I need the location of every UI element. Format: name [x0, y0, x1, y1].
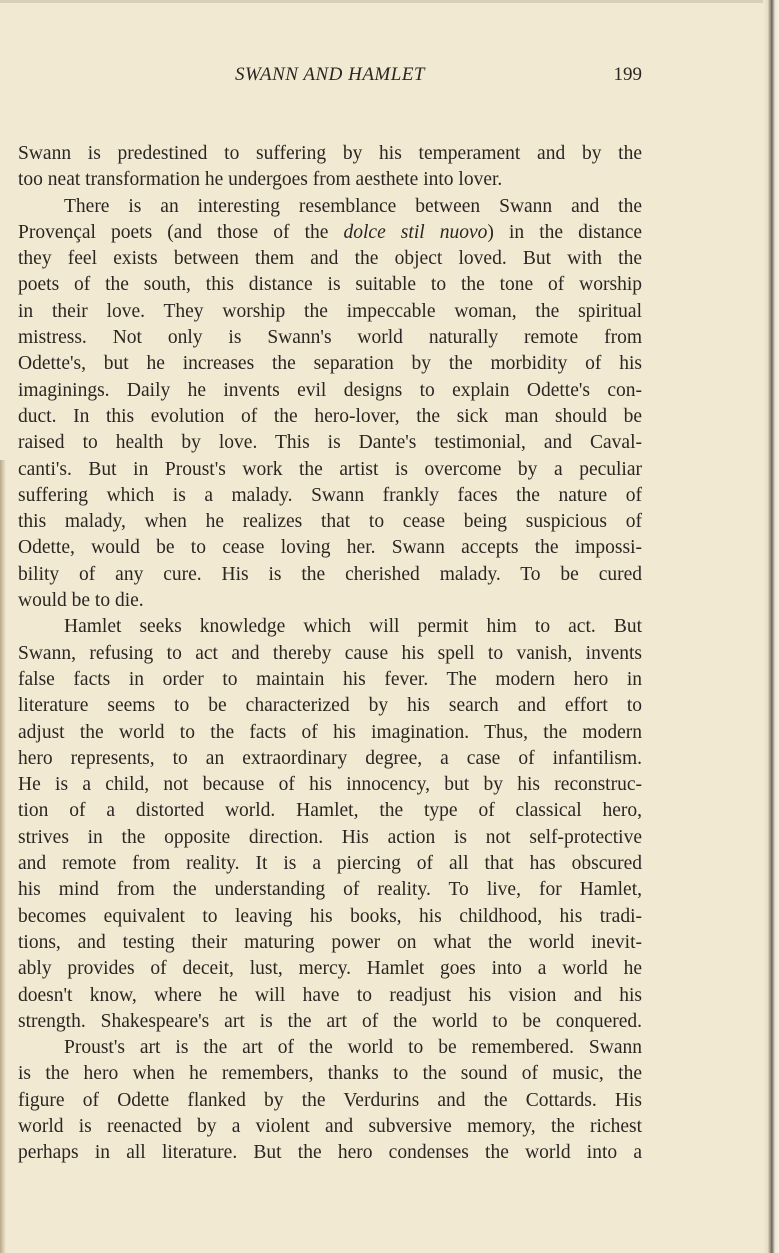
text-line: Swann is predestined to suffering by his temperament and by the [18, 143, 642, 164]
text-line: poets of the south, this distance is suitable to the tone of worship [18, 274, 642, 296]
text-line: Odette's, but he increases the separation by the morbidity of his [18, 353, 642, 375]
text-line: is the hero when he remembers, thanks to the sound of music, the [18, 1063, 642, 1085]
text-line: bility of any cure. His is the cherished malady. To be cured [18, 563, 642, 585]
text-line: world is reenacted by a violent and subversive memory, the richest [18, 1115, 642, 1137]
text-line: his mind from the understanding of reality. To live, for Hamlet, [18, 879, 642, 901]
text-line: figure of Odette flanked by the Verdurins and the Cottards. His [18, 1089, 642, 1111]
running-title: SWANN AND HAMLET [234, 64, 425, 85]
text-line: Proust's art is the art of the world to be remembered. Swann [64, 1037, 642, 1059]
text-line: adjust the world to the facts of his imagination. Thus, the modern [18, 721, 642, 743]
text-line: raised to health by love. This is Dante's testimonial, and Caval- [18, 432, 642, 454]
text-line: There is an interesting resemblance between Swann and the [64, 195, 642, 217]
text-line: perhaps in all literature. But the hero condenses the world into a [18, 1142, 642, 1164]
page-right-edge [763, 0, 779, 1253]
text-segment: Provençal poets (and those of the [18, 221, 344, 243]
text-line: this malady, when he realizes that to cease being suspicious of [18, 511, 642, 533]
text-line: He is a child, not because of his innocency, but by his reconstruc- [18, 774, 642, 796]
text-line: hero represents, to an extraordinary degree, a case of infantilism. [18, 747, 642, 769]
page-header [18, 64, 642, 92]
text-line: they feel exists between them and the object loved. But with the [18, 248, 642, 270]
text-line: would be to die. [18, 590, 144, 612]
text-segment: ) in the distance [487, 221, 643, 243]
page-gutter-shadow [0, 460, 6, 1253]
text-line: Swann, refusing to act and thereby cause his spell to vanish, invents [18, 642, 642, 664]
page-top-edge [0, 0, 779, 3]
text-line: and remote from reality. It is a piercing of all that has obscured [18, 853, 642, 875]
text-line: strength. Shakespeare's art is the art of the world to be conquered. [18, 1010, 642, 1032]
text-line: duct. In this evolution of the hero-lover, the sick man should be [18, 405, 642, 427]
body-text [18, 141, 642, 1167]
italic-phrase: dolce stil nuovo [343, 221, 488, 243]
text-line: tion of a distorted world. Hamlet, the type of classical hero, [18, 800, 642, 822]
text-line: imaginings. Daily he invents evil designs to explain Odette's con- [18, 379, 642, 401]
text-line: too neat transformation he undergoes from aesthete into lover. [18, 169, 503, 191]
text-line: mistress. Not only is Swann's world naturally remote from [18, 327, 642, 349]
text-line: in their love. They worship the impeccable woman, the spiritual [18, 300, 642, 322]
text-line: tions, and testing their maturing power on what the world inevit- [18, 931, 642, 953]
text-line: Hamlet seeks knowledge which will permit him to act. But [64, 616, 642, 638]
text-line: canti's. But in Proust's work the artist is overcome by a peculiar [18, 458, 642, 480]
text-line: suffering which is a malady. Swann frankly faces the nature of [18, 484, 642, 506]
text-line: Odette, would be to cease loving her. Swann accepts the impossi- [18, 537, 642, 559]
text-line: literature seems to be characterized by his search and effort to [18, 695, 642, 717]
text-line: false facts in order to maintain his fever. The modern hero in [18, 668, 642, 690]
text-line: strives in the opposite direction. His action is not self-protective [18, 826, 642, 848]
text-line: becomes equivalent to leaving his books, his childhood, his tradi- [18, 905, 642, 927]
text-line: doesn't know, where he will have to readjust his vision and his [18, 984, 642, 1006]
page-number: 199 [613, 64, 642, 85]
text-line: ably provides of deceit, lust, mercy. Hamlet goes into a world he [18, 958, 642, 980]
text-line [18, 220, 642, 246]
